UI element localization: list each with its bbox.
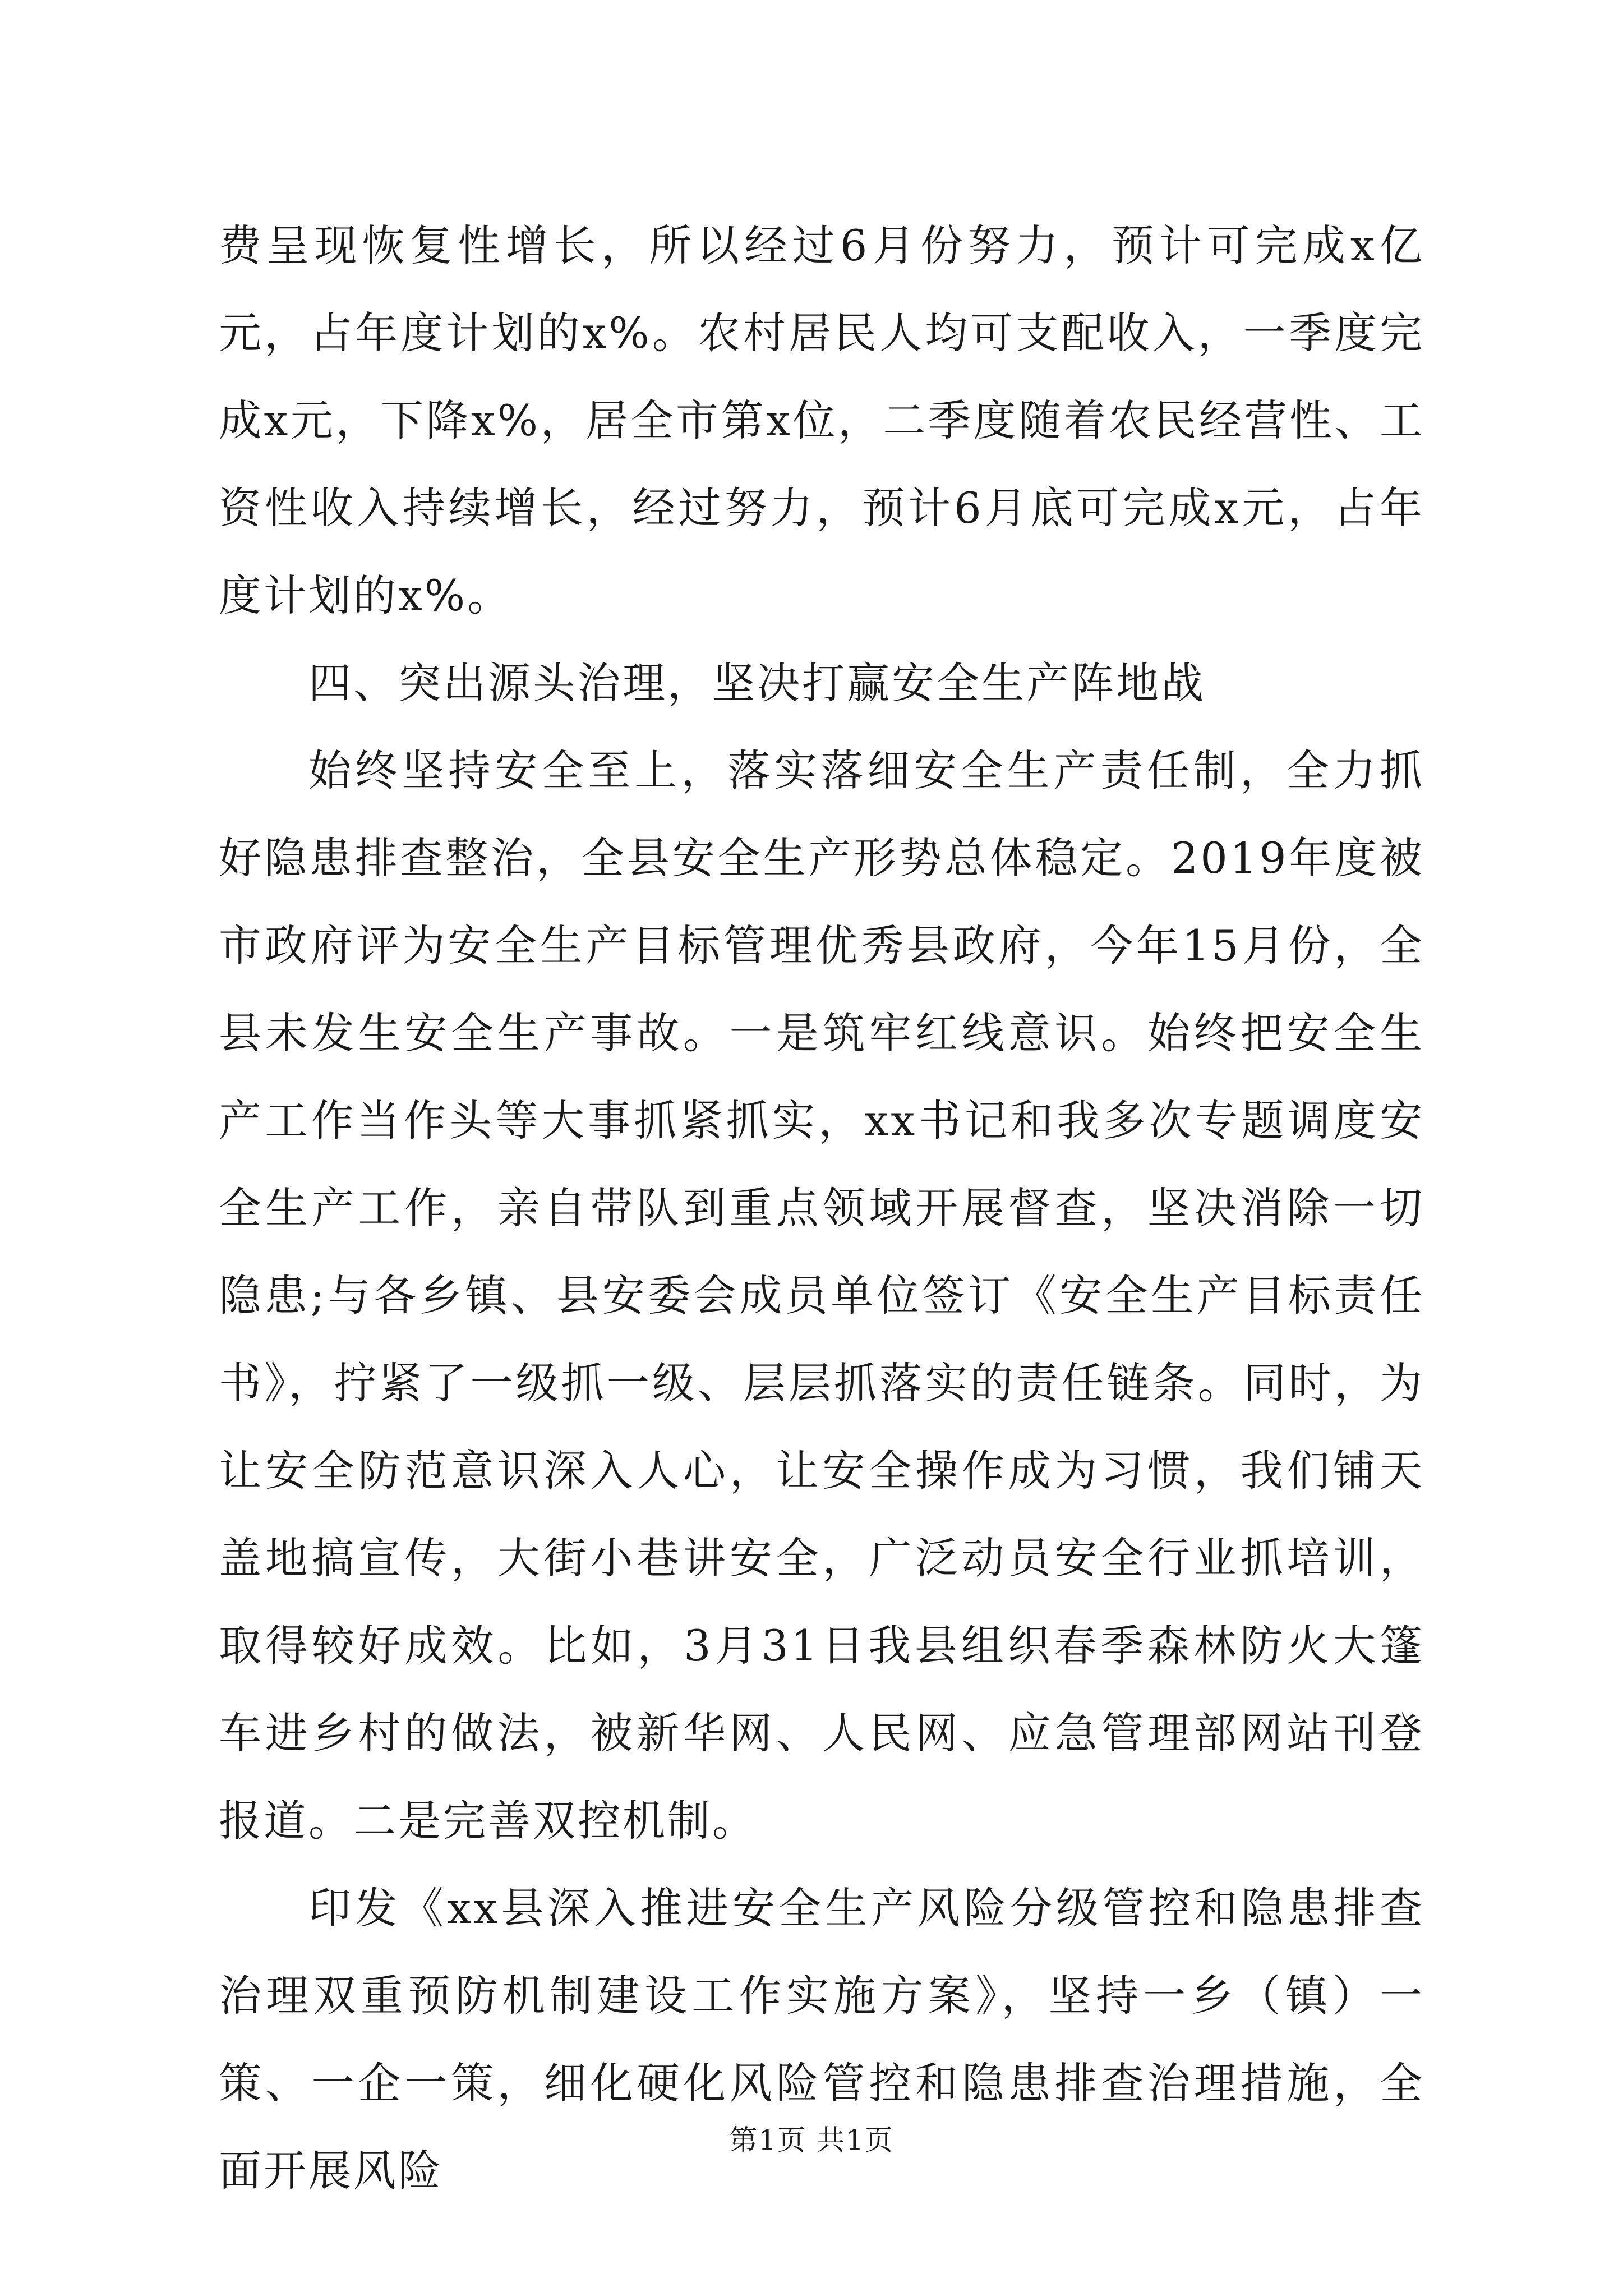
document-body [219,202,1424,2215]
paragraph-dual-control: 印发《xx县深入推进安全生产风险分级管控和隐患排查治理双重预防机制建设工作实施方案》，坚持一乡（镇）一策、一企一策，细化硬化风险管控和隐患排查治理措施，全面开展风险 [219,1883,1424,2196]
paragraph-continuation: 费呈现恢复性增长，所以经过6月份努力，预计可完成x亿元，占年度计划的x%。农村居民人均可支配收入，一季度完成x元，下降x%，居全市第x位，二季度随着农民经营性、工资性收入持续增长，经过努力，预计6月底可完成x元，占年度计划的x%。 [219,220,1424,620]
section-heading: 四、突出源头治理，坚决打赢安全生产阵地战 [308,658,1206,708]
page-footer: 第1页 共1页 [729,2124,894,2156]
paragraph-safety-overview: 始终坚持安全至上，落实落细安全生产责任制，全力抓好隐患排查整治，全县安全生产形势总体稳定。2019年度被市政府评为安全生产目标管理优秀县政府，今年15月份，全县未发生安全生产事故。一是筑牢红线意识。始终把安全生产工作当作头等大事抓紧抓实，xx书记和我多次专题调度安全生产工作，亲自带队到重点领域开展督查，坚决消除一切隐患;与各乡镇、县安委会成员单位签订《安全生产目标责任书》，拧紧了一级抓一级、层层抓落实的责任链条。同时，为让安全防范意识深入人心，让安全操作成为习惯，我们铺天盖地搞宣传，大街小巷讲安全，广泛动员安全行业抓培训，取得较好成效。比如，3月31日我县组织春季森林防火大篷车进乡村的做法，被新华网、人民网、应急管理部网站刊登报道。二是完善双控机制。 [219,746,1424,1846]
